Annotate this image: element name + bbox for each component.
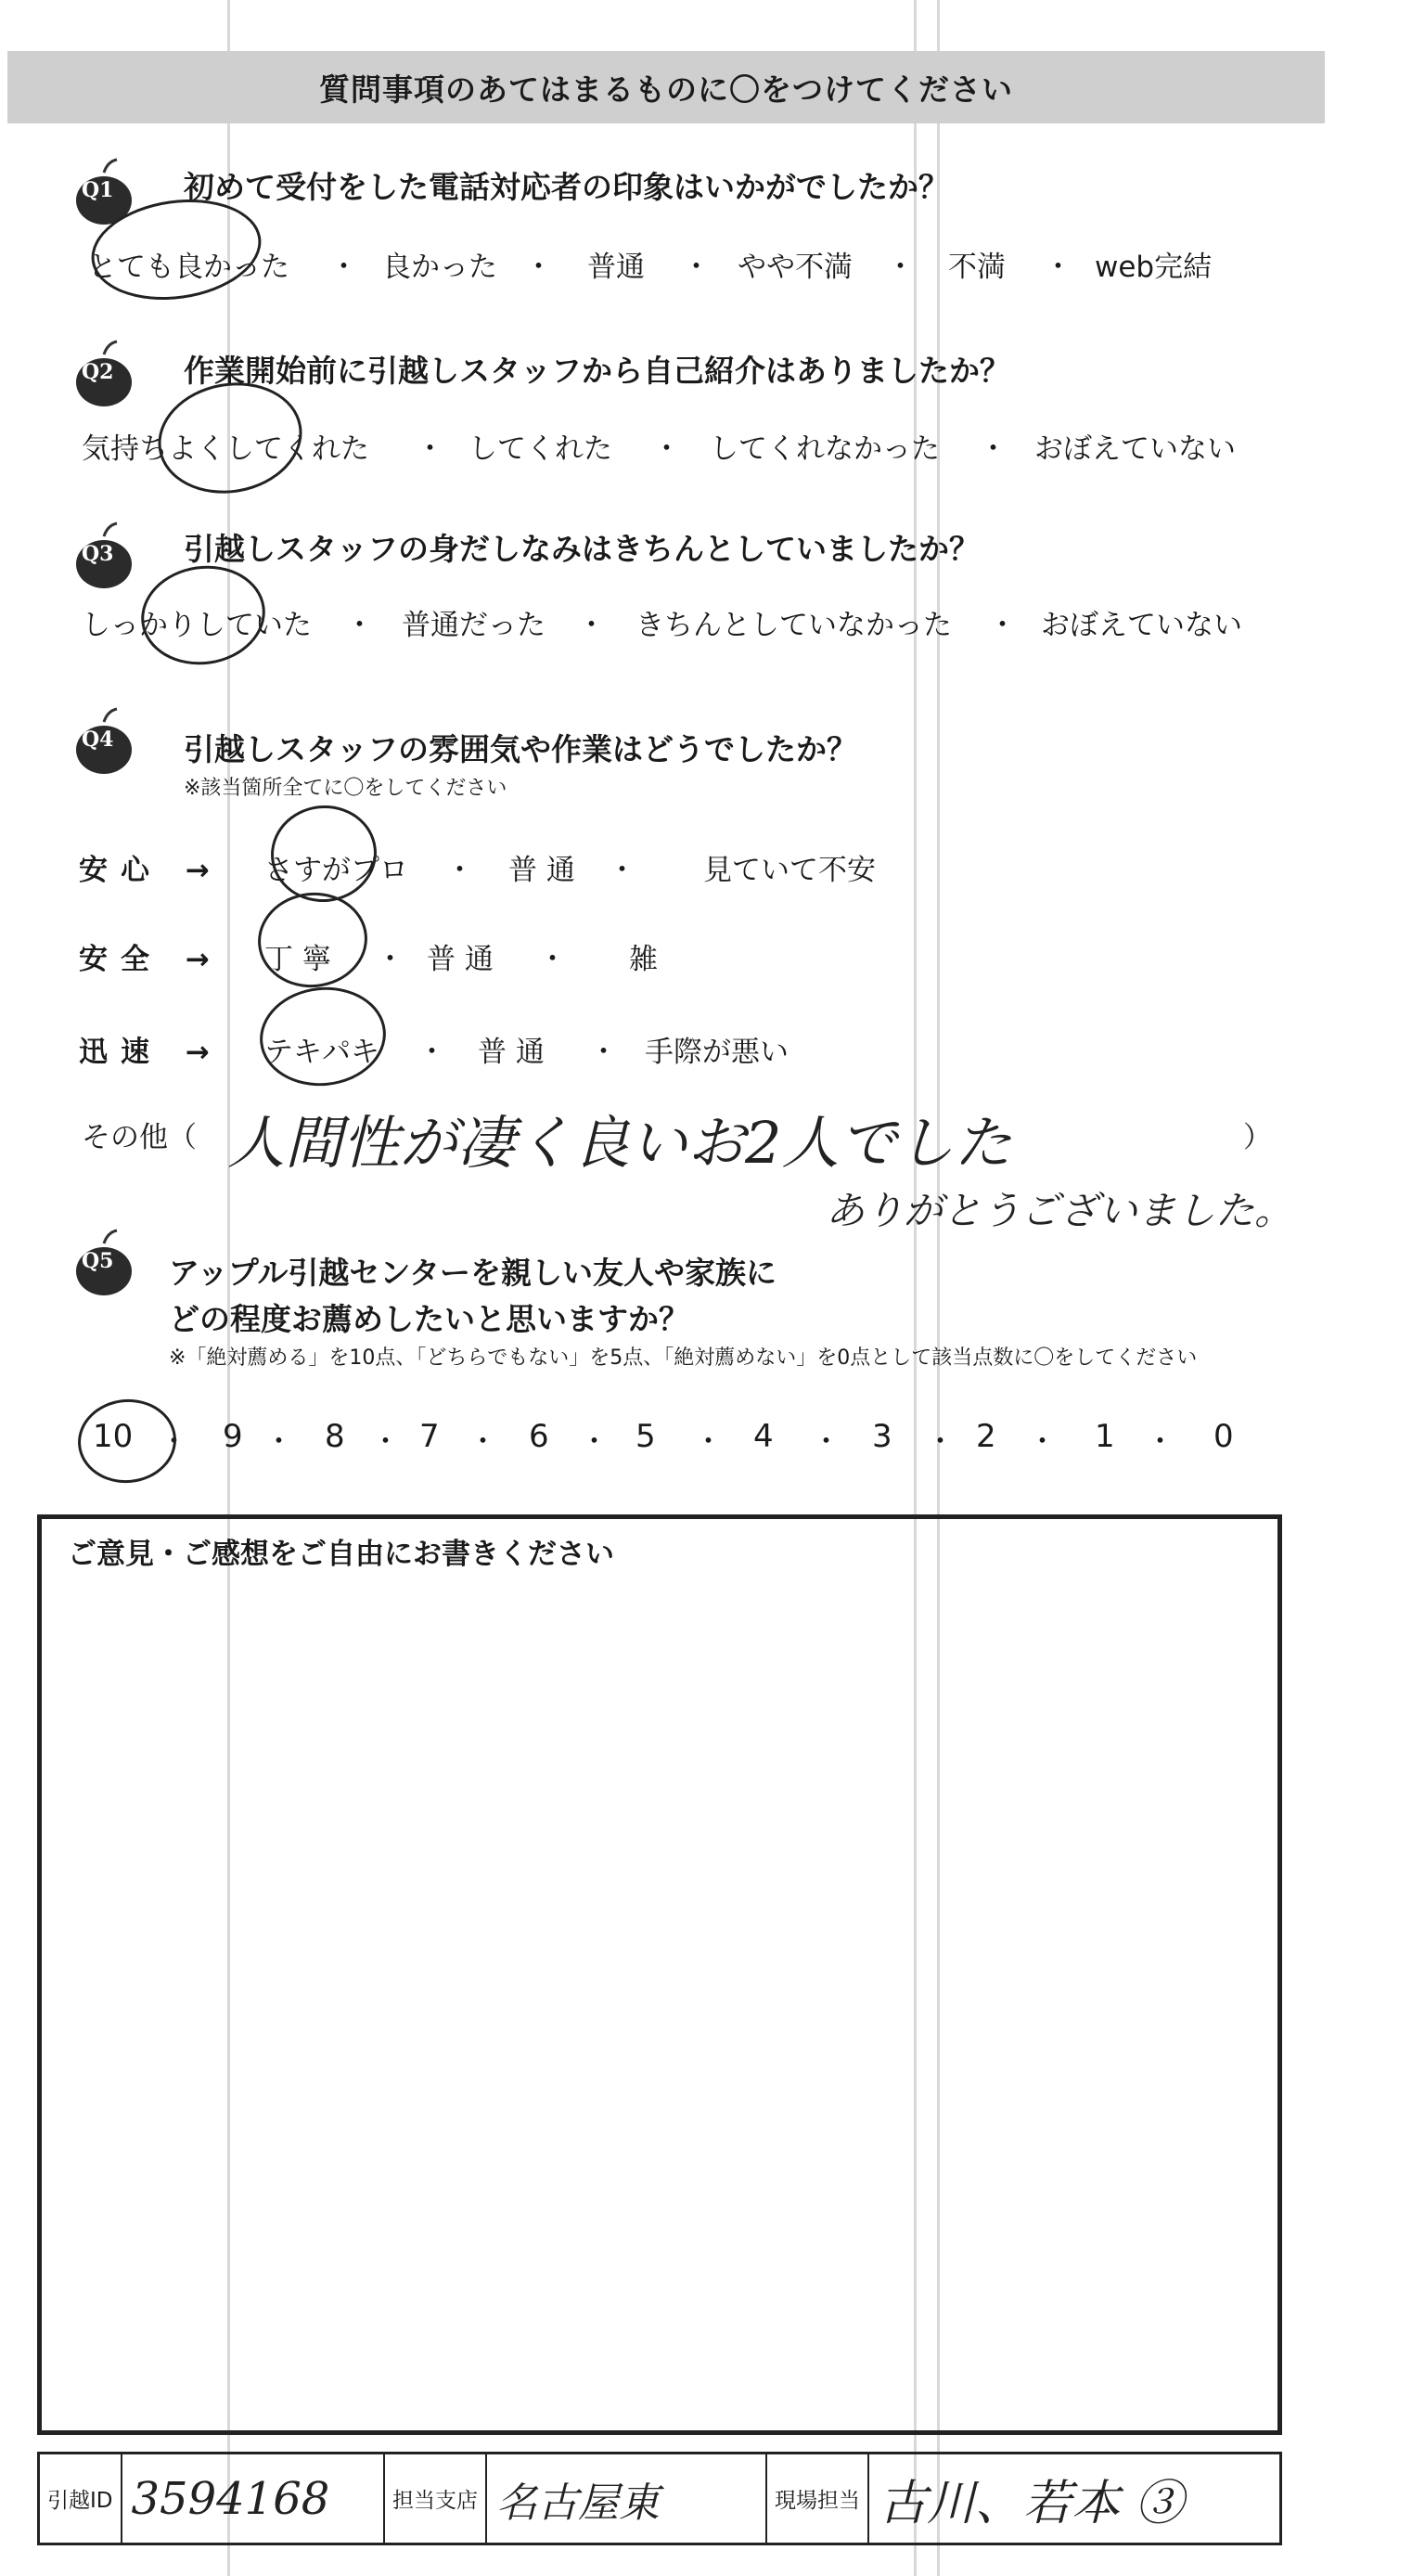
separator-dot: ・ — [608, 854, 636, 887]
q3-option-neat[interactable]: しっかりしていた — [82, 609, 312, 642]
q1-question: 初めて受付をした電話対応者の印象はいかがでしたか？ — [184, 169, 949, 205]
separator-dot: ・ — [652, 432, 681, 466]
q2-selection-circle — [149, 371, 311, 504]
staff-cell — [767, 2454, 1279, 2543]
q1-option-unsatisfied[interactable]: 不満 — [948, 251, 1006, 284]
q3-badge-label: Q3 — [82, 542, 114, 566]
separator-dot: ・ — [376, 943, 404, 976]
q4-option-anxious[interactable]: 見ていて不安 — [703, 854, 876, 887]
footer-info-table — [37, 2452, 1282, 2545]
q5-score-2[interactable]: 2 — [976, 1418, 996, 1455]
branch-label: 担当支店 — [385, 2454, 487, 2543]
separator-dot: ・ — [694, 1425, 723, 1459]
branch-value[interactable]: 名古屋東 — [496, 2479, 660, 2527]
q4-other-handwritten-line2[interactable]: ありがとうございました。 — [826, 1188, 1294, 1233]
branch-cell — [385, 2454, 767, 2543]
q1-option-web[interactable]: web完結 — [1095, 251, 1213, 284]
separator-dot: ・ — [1146, 1425, 1175, 1459]
separator-dot: ・ — [445, 854, 474, 887]
q4-option-normal[interactable]: 普 通 — [478, 1036, 545, 1069]
q3-selection-circle — [135, 558, 271, 673]
q4-question: 引越しスタッフの雰囲気や作業はどうでしたか？ — [184, 731, 857, 767]
separator-dot: ・ — [469, 1425, 497, 1459]
separator-dot: ・ — [371, 1425, 400, 1459]
separator-dot: ・ — [682, 251, 711, 284]
staff-label: 現場担当 — [767, 2454, 869, 2543]
separator-dot: ・ — [329, 251, 358, 284]
move-id-value[interactable]: 3594168 — [131, 2472, 330, 2525]
q4-option-efficient[interactable]: テキパキ — [264, 1036, 379, 1069]
survey-header — [7, 51, 1325, 123]
q5-badge-label: Q5 — [82, 1249, 114, 1273]
staff-value[interactable]: 古川、若本 ③ — [879, 2476, 1184, 2531]
q5-score-8[interactable]: 8 — [325, 1418, 345, 1455]
q5-question-line2: どの程度お薦めしたいと思いますか？ — [169, 1301, 689, 1337]
separator-dot: ・ — [812, 1425, 841, 1459]
move-id-cell — [40, 2454, 385, 2543]
q4-row-label: 迅速 → — [79, 1036, 223, 1069]
q5-score-9[interactable]: 9 — [223, 1418, 243, 1455]
q5-question-line1: アップル引越センターを親しい友人や家族に — [169, 1255, 777, 1291]
q3-option-dont-remember[interactable]: おぼえていない — [1041, 609, 1242, 642]
q1-option-normal[interactable]: 普通 — [587, 251, 645, 284]
q1-option-very-good[interactable]: とても良かった — [88, 251, 289, 284]
q4-option-normal[interactable]: 普 通 — [427, 943, 494, 976]
q4-speed-selection-circle — [255, 981, 391, 1092]
q3-question: 引越しスタッフの身だしなみはきちんとしていましたか？ — [184, 531, 980, 567]
separator-dot: ・ — [926, 1425, 955, 1459]
q3-option-normal[interactable]: 普通だった — [402, 609, 546, 642]
separator-dot: ・ — [524, 251, 553, 284]
q4-badge-label: Q4 — [82, 728, 114, 752]
separator-dot: ・ — [577, 609, 606, 642]
q5-score-3[interactable]: 3 — [872, 1418, 892, 1455]
separator-dot: ・ — [160, 1425, 188, 1459]
q2-option-pleasantly[interactable]: 気持ちよくしてくれた — [82, 432, 369, 466]
comments-box — [37, 1514, 1282, 2435]
q4-note: ※該当箇所全てに〇をしてください — [184, 777, 507, 800]
q5-selection-circle — [74, 1396, 179, 1488]
q2-option-did-not[interactable]: してくれなかった — [710, 432, 940, 466]
separator-dot: ・ — [416, 432, 444, 466]
q4-option-clumsy[interactable]: 手際が悪い — [645, 1036, 789, 1069]
separator-dot: ・ — [589, 1036, 618, 1069]
q4-other-label: その他（ — [82, 1121, 197, 1154]
q5-score-0[interactable]: 0 — [1213, 1418, 1234, 1455]
q5-score-6[interactable]: 6 — [529, 1418, 549, 1455]
separator-dot: ・ — [345, 609, 374, 642]
q4-option-normal[interactable]: 普 通 — [508, 854, 575, 887]
move-id-label: 引越ID — [40, 2454, 122, 2543]
q2-question: 作業開始前に引越しスタッフから自己紹介はありましたか？ — [184, 353, 1010, 389]
q4-option-careful[interactable]: 丁 寧 — [264, 943, 331, 976]
q4-row-label: 安心 → — [79, 854, 223, 887]
q5-score-1[interactable]: 1 — [1095, 1418, 1115, 1455]
comments-title: ご意見・ご感想をご自由にお書きください — [68, 1538, 614, 1571]
q4-option-professional[interactable]: さすがプロ — [264, 854, 408, 887]
q4-option-sloppy[interactable]: 雑 — [629, 943, 658, 976]
separator-dot: ・ — [417, 1036, 446, 1069]
q1-option-good[interactable]: 良かった — [382, 251, 497, 284]
separator-dot: ・ — [988, 609, 1017, 642]
q4-other-close: ） — [1243, 1121, 1272, 1154]
separator-dot: ・ — [1028, 1425, 1057, 1459]
q4-reassurance-selection-circle — [266, 800, 381, 907]
q5-note: ※「絶対薦める」を10点、「どちらでもない」を5点、「絶対薦めない」を0点として該当点数に〇をしてください — [169, 1346, 1198, 1370]
q2-option-dont-remember[interactable]: おぼえていない — [1034, 432, 1236, 466]
q5-score-10[interactable]: 10 — [93, 1418, 134, 1455]
q4-row-label: 安全 → — [79, 943, 223, 976]
q4-other-handwritten-line1[interactable]: 人間性が凄く良いお2人でした — [227, 1109, 1012, 1177]
q5-score-4[interactable]: 4 — [753, 1418, 774, 1455]
q1-badge-label: Q1 — [82, 178, 114, 202]
separator-dot: ・ — [538, 943, 567, 976]
q3-option-not-neat[interactable]: きちんとしていなかった — [635, 609, 952, 642]
q1-option-slightly-unsatisfied[interactable]: やや不満 — [738, 251, 853, 284]
q2-badge-label: Q2 — [82, 360, 114, 384]
header-title: 質問事項のあてはまるものに〇をつけてください — [319, 71, 1013, 108]
q5-score-7[interactable]: 7 — [419, 1418, 440, 1455]
q2-option-did[interactable]: してくれた — [469, 432, 612, 466]
separator-dot: ・ — [1044, 251, 1072, 284]
q5-score-5[interactable]: 5 — [635, 1418, 656, 1455]
separator-dot: ・ — [886, 251, 915, 284]
separator-dot: ・ — [264, 1425, 293, 1459]
separator-dot: ・ — [580, 1425, 609, 1459]
comments-textarea[interactable] — [68, 1584, 1252, 2404]
separator-dot: ・ — [979, 432, 1008, 466]
